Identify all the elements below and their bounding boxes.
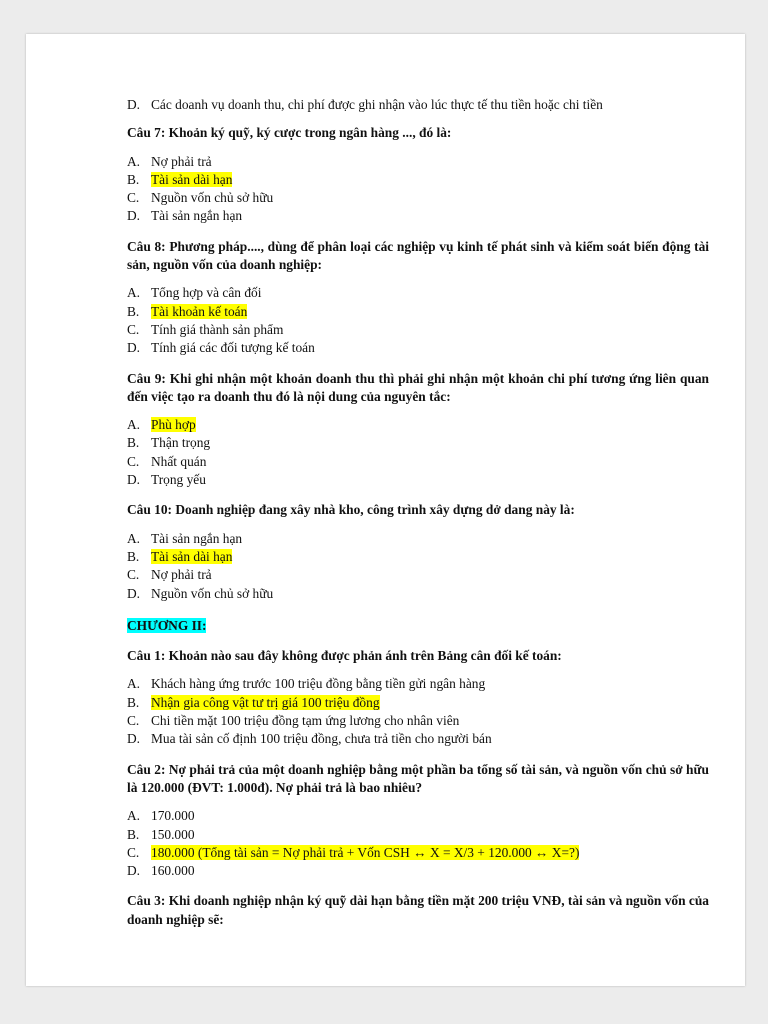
answer-letter: B. <box>127 694 140 710</box>
answer-text: 160.000 <box>151 863 195 879</box>
answer-letter: D. <box>127 340 141 356</box>
answer-option <box>127 171 709 189</box>
answer-option <box>127 844 709 862</box>
answer-option <box>127 207 709 225</box>
question-text: Câu 8: Phương pháp...., dùng để phân loại các nghiệp vụ kinh tế phát sinh và kiểm soát biến động tài sản, nguồn vốn của doanh nghiệp: <box>127 238 709 273</box>
answer-text-wrap <box>151 566 709 584</box>
answer-letter: C. <box>127 190 140 206</box>
answer-text: Nợ phải trả <box>151 567 212 583</box>
answer-text-wrap <box>151 712 709 730</box>
answer-text: Chi tiền mặt 100 triệu đồng tạm ứng lương cho nhân viên <box>151 713 460 729</box>
question-list-chapter-2 <box>127 647 709 929</box>
answer-text-wrap <box>151 471 709 489</box>
answer-letter: D. <box>127 585 141 601</box>
answer-list <box>127 153 709 226</box>
answer-letter: C. <box>127 713 140 729</box>
answer-letter: A. <box>127 676 141 692</box>
answer-letter: A. <box>127 417 141 433</box>
answer-option <box>127 189 709 207</box>
answer-letter: D. <box>127 863 141 879</box>
answer-letter: D. <box>127 208 141 224</box>
answer-text-wrap <box>151 321 709 339</box>
answer-option <box>127 675 709 693</box>
answer-letter: A. <box>127 285 141 301</box>
correct-answer-text: Tài sản dài hạn <box>151 171 233 187</box>
answer-letter: D. <box>127 97 141 112</box>
answer-option <box>127 862 709 880</box>
answer-text: 170.000 <box>151 808 195 824</box>
answer-text-wrap <box>151 530 709 548</box>
answer-text-wrap <box>151 284 709 302</box>
answer-letter: B. <box>127 548 140 564</box>
question-text: Câu 9: Khi ghi nhận một khoản doanh thu thì phải ghi nhận một khoản chi phí tương ứng liên quan đến việc tạo ra doanh thu đó là nội dung của nguyên tắc: <box>127 370 709 404</box>
answer-letter: C. <box>127 844 140 860</box>
answer-option <box>127 434 709 452</box>
answer-option <box>127 153 709 171</box>
answer-text: Trọng yếu <box>151 472 206 488</box>
answer-option <box>127 566 709 584</box>
correct-answer-text: Phù hợp <box>151 417 196 433</box>
answer-text-wrap <box>151 730 709 748</box>
answer-letter: A. <box>127 153 141 169</box>
answer-text: Nợ phải trả <box>151 153 212 169</box>
answer-option <box>127 416 709 434</box>
section-title: CHƯƠNG II: <box>127 617 207 633</box>
answer-list <box>127 530 709 603</box>
answer-text: Khách hàng ứng trước 100 triệu đồng bằng tiền gửi ngân hàng <box>151 676 486 692</box>
answer-option <box>127 730 709 748</box>
correct-answer-text: Nhận gia công vật tư trị giá 100 triệu đồng <box>151 694 380 710</box>
answer-text: Thận trọng <box>151 435 211 451</box>
answer-option <box>127 826 709 844</box>
answer-text: Tài sản ngắn hạn <box>151 530 243 546</box>
answer-text-wrap <box>151 694 709 712</box>
question-text: Câu 3: Khi doanh nghiệp nhận ký quỹ dài hạn bằng tiền mặt 200 triệu VNĐ, tài sản và nguồn vốn của doanh nghiệp sẽ: <box>127 893 709 927</box>
answer-list <box>127 284 709 357</box>
answer-text: Mua tài sản cố định 100 triệu đồng, chưa trả tiền cho người bán <box>151 731 492 747</box>
answer-text-wrap <box>151 862 709 880</box>
answer-text-wrap <box>151 585 709 603</box>
answer-letter: A. <box>127 808 141 824</box>
answer-text: 150.000 <box>151 826 195 842</box>
answer-letter: C. <box>127 321 140 337</box>
answer-text-wrap <box>151 675 709 693</box>
answer-text-wrap <box>151 189 709 207</box>
question-list-chapter-1 <box>127 124 709 603</box>
answer-letter: A. <box>127 530 141 546</box>
question-text: Câu 2: Nợ phải trả của một doanh nghiệp bằng một phần ba tổng số tài sản, và nguồn vốn chủ sở hữu là 120.000 (ĐVT: 1.000đ). Nợ phải trả là bao nhiêu? <box>127 761 709 795</box>
answer-text: Nguồn vốn chủ sở hữu <box>151 585 274 601</box>
answer-letter: D. <box>127 731 141 747</box>
answer-option <box>127 471 709 489</box>
answer-text: Tính giá các đối tượng kế toán <box>151 340 315 356</box>
correct-answer-text: 180.000 (Tổng tài sản = Nợ phải trả + Vốn CSH ↔ X = X/3 + 120.000 ↔ X=?) <box>151 844 580 860</box>
answer-text-wrap <box>151 303 709 321</box>
answer-text: Tổng hợp và cân đối <box>151 285 262 301</box>
answer-option <box>127 694 709 712</box>
answer-option <box>127 530 709 548</box>
answer-list <box>127 807 709 880</box>
answer-text: Tính giá thành sản phẩm <box>151 321 284 337</box>
answer-text-wrap <box>151 548 709 566</box>
answer-text-wrap <box>151 153 709 171</box>
answer-text: Nhất quán <box>151 453 207 469</box>
answer-letter: B. <box>127 435 140 451</box>
answer-option <box>127 807 709 825</box>
answer-letter: C. <box>127 567 140 583</box>
answer-text: Các doanh vụ doanh thu, chi phí được ghi nhận vào lúc thực tế thu tiền hoặc chi tiền <box>151 97 603 112</box>
section-heading <box>127 617 709 635</box>
answer-option <box>127 96 709 114</box>
answer-option <box>127 303 709 321</box>
answer-option <box>127 284 709 302</box>
answer-text-wrap <box>151 171 709 189</box>
answer-text-wrap <box>151 339 709 357</box>
answer-text-wrap <box>151 807 709 825</box>
correct-answer-text: Tài khoản kế toán <box>151 303 248 319</box>
answer-letter: B. <box>127 303 140 319</box>
answer-option <box>127 339 709 357</box>
answer-option <box>127 453 709 471</box>
answer-option <box>127 548 709 566</box>
answer-letter: B. <box>127 171 140 187</box>
answer-letter: B. <box>127 826 140 842</box>
document-page <box>26 34 745 986</box>
page-content <box>127 96 709 939</box>
answer-text-wrap <box>151 453 709 471</box>
answer-option <box>127 585 709 603</box>
answer-option <box>127 712 709 730</box>
question-text: Câu 10: Doanh nghiệp đang xây nhà kho, công trình xây dựng dở dang này là: <box>127 502 575 518</box>
question-text: Câu 7: Khoản ký quỹ, ký cược trong ngân hàng ..., đó là: <box>127 125 452 141</box>
answer-text: Tài sản ngắn hạn <box>151 208 243 224</box>
answer-letter: D. <box>127 472 141 488</box>
answer-text-wrap <box>151 207 709 225</box>
answer-list <box>127 675 709 748</box>
answer-letter: C. <box>127 453 140 469</box>
answer-text-wrap <box>151 844 709 862</box>
answer-option <box>127 321 709 339</box>
answer-text-wrap <box>151 434 709 452</box>
question-text: Câu 1: Khoản nào sau đây không được phản ánh trên Bảng cân đối kế toán: <box>127 648 562 664</box>
answer-list <box>127 416 709 489</box>
correct-answer-text: Tài sản dài hạn <box>151 548 233 564</box>
answer-text-wrap <box>151 416 709 434</box>
answer-text-wrap <box>151 826 709 844</box>
answer-text: Nguồn vốn chủ sở hữu <box>151 190 274 206</box>
